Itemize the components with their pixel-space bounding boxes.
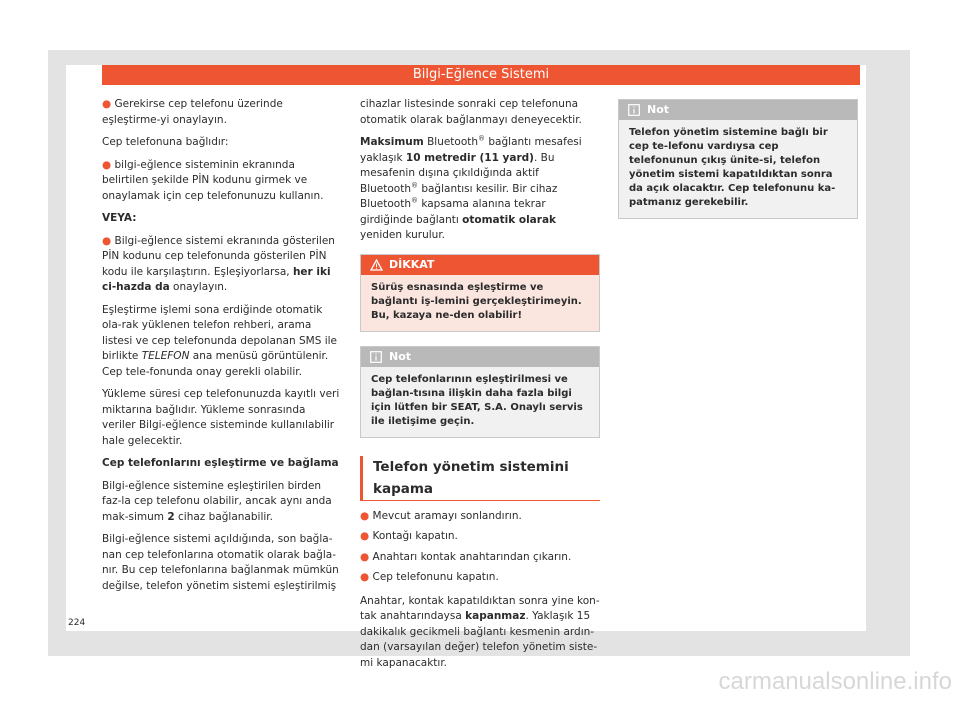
paragraph: Bilgi-eğlence sistemine eşleştirilen birden faz-la cep telefonu olabilir, ancak aynı anda mak-simum 2 cihaz bağlanabilir.: [102, 479, 332, 523]
list-item: ● Anahtarı kontak anahtarından çıkarın.: [360, 550, 572, 563]
note-text: Telefon yönetim sistemine bağlı bir cep te-lefonu vardıysa cep telefonunun çıkış ünite-si, telefon yönetim sistemi kapatıldıktan sonra da açık olacaktır. Cep telefonunu ka-patmanız gerekebilir.: [619, 120, 857, 218]
page-header: Bilgi-Eğlence Sistemi: [102, 65, 860, 85]
bullet-icon: ●: [102, 234, 112, 247]
list-item: ● Cep telefonunu kapatın.: [360, 571, 499, 583]
note-text: Cep telefonlarının eşleştirilmesi ve bağlan-tısına ilişkin daha fazla bilgi için lütfen bir SEAT, S.A. Onaylı servis ile iletişime geçin.: [361, 367, 599, 437]
warning-header: DİKKAT: [361, 255, 599, 275]
column-3: [618, 99, 858, 233]
info-icon: [370, 351, 382, 363]
list-item: ● Kontağı kapatın.: [360, 530, 458, 542]
paragraph: Cep telefonuna bağlıdır:: [102, 136, 229, 148]
paragraph: Bilgi-eğlence sistemi açıldığında, son bağla-nan cep telefonlarına otomatik olarak bağla-nır. Bu cep telefonlarına bağlanmak mümkün değilse, telefon yönetim sistemi eşleştirilmiş: [102, 533, 339, 592]
paragraph: Anahtar, kontak kapatıldıktan sonra yine kon-tak anahtarındaysa kapanmaz. Yaklaşık 15 dakikalık gecikmeli bağlantı kesmenin ardın-dan (varsayılan değer) telefon yönetim siste-mi kapanacaktır.: [360, 594, 600, 669]
note-header: Not: [361, 347, 599, 367]
bullet-icon: ●: [360, 530, 370, 542]
paragraph: ● Gerekirse cep telefonu üzerinde eşleştirme-yi onaylayın.: [102, 98, 283, 126]
bullet-icon: ●: [102, 158, 112, 171]
paragraph: VEYA:: [102, 212, 137, 224]
warning-text: Sürüş esnasında eşleştirme ve bağlantı iş-lemini gerçekleştirimeyin. Bu, kazaya ne-den olabilir!: [361, 275, 599, 331]
note-box: [360, 346, 600, 438]
paragraph: Eşleştirme işlemi sona erdiğinde otomatik ola-rak yüklenen telefon rehberi, arama listesi ve cep telefonunda depolanan SMS ile birlikte TELEFON ana menüsü görüntülenir. Cep tele-fonunda onay gerekli olabilir.: [102, 303, 337, 378]
watermark: carmanualsonline.info: [718, 668, 952, 695]
paragraph: ● bilgi-eğlence sisteminin ekranında belirtilen şekilde PİN kodunu girmek ve onaylamak için cep telefonunuzu kullanın.: [102, 158, 324, 202]
page-number: 224: [68, 618, 86, 628]
warning-box: [360, 254, 600, 332]
bullet-icon: ●: [102, 98, 112, 110]
list-item: ● Mevcut aramayı sonlandırın.: [360, 509, 522, 522]
bullet-icon: ●: [360, 550, 370, 563]
paragraph: ● Bilgi-eğlence sistemi ekranında gösterilen PİN kodunu cep telefonunda gösterilen PİN kodu ile karşılaştırın. Eşleşiyorlarsa, her iki ci-hazda da onaylayın.: [102, 234, 335, 293]
warning-triangle-icon: [370, 259, 383, 271]
section-title: Telefon yönetim sistemini kapama: [360, 456, 600, 501]
bullet-icon: ●: [360, 571, 370, 583]
note-header: Not: [619, 100, 857, 120]
paragraph: Yükleme süresi cep telefonunuzda kayıtlı veri miktarına bağlıdır. Yükleme sonrasında veriler Bilgi-eğlence sisteminde kullanılabilir hale gelecektir.: [102, 388, 340, 447]
column-1: [102, 97, 340, 601]
column-2: [360, 97, 600, 678]
subheading: Cep telefonlarını eşleştirme ve bağlama: [102, 457, 339, 469]
note-box: [618, 99, 858, 219]
bullet-icon: ●: [360, 509, 370, 522]
paragraph: cihazlar listesinde sonraki cep telefonuna otomatik olarak bağlanmayı deneyecektir.: [360, 98, 582, 126]
paragraph: Maksimum Bluetooth® bağlantı mesafesi yaklaşık 10 metredir (11 yard). Bu mesafenin dışına çıkıldığında aktif Bluetooth® bağlantısı kesilir. Bir cihaz Bluetooth® kapsama alanına tekrar girdiğinde bağlantı otomatik olarak yeniden kurulur.: [360, 134, 582, 241]
info-icon: [628, 104, 640, 116]
